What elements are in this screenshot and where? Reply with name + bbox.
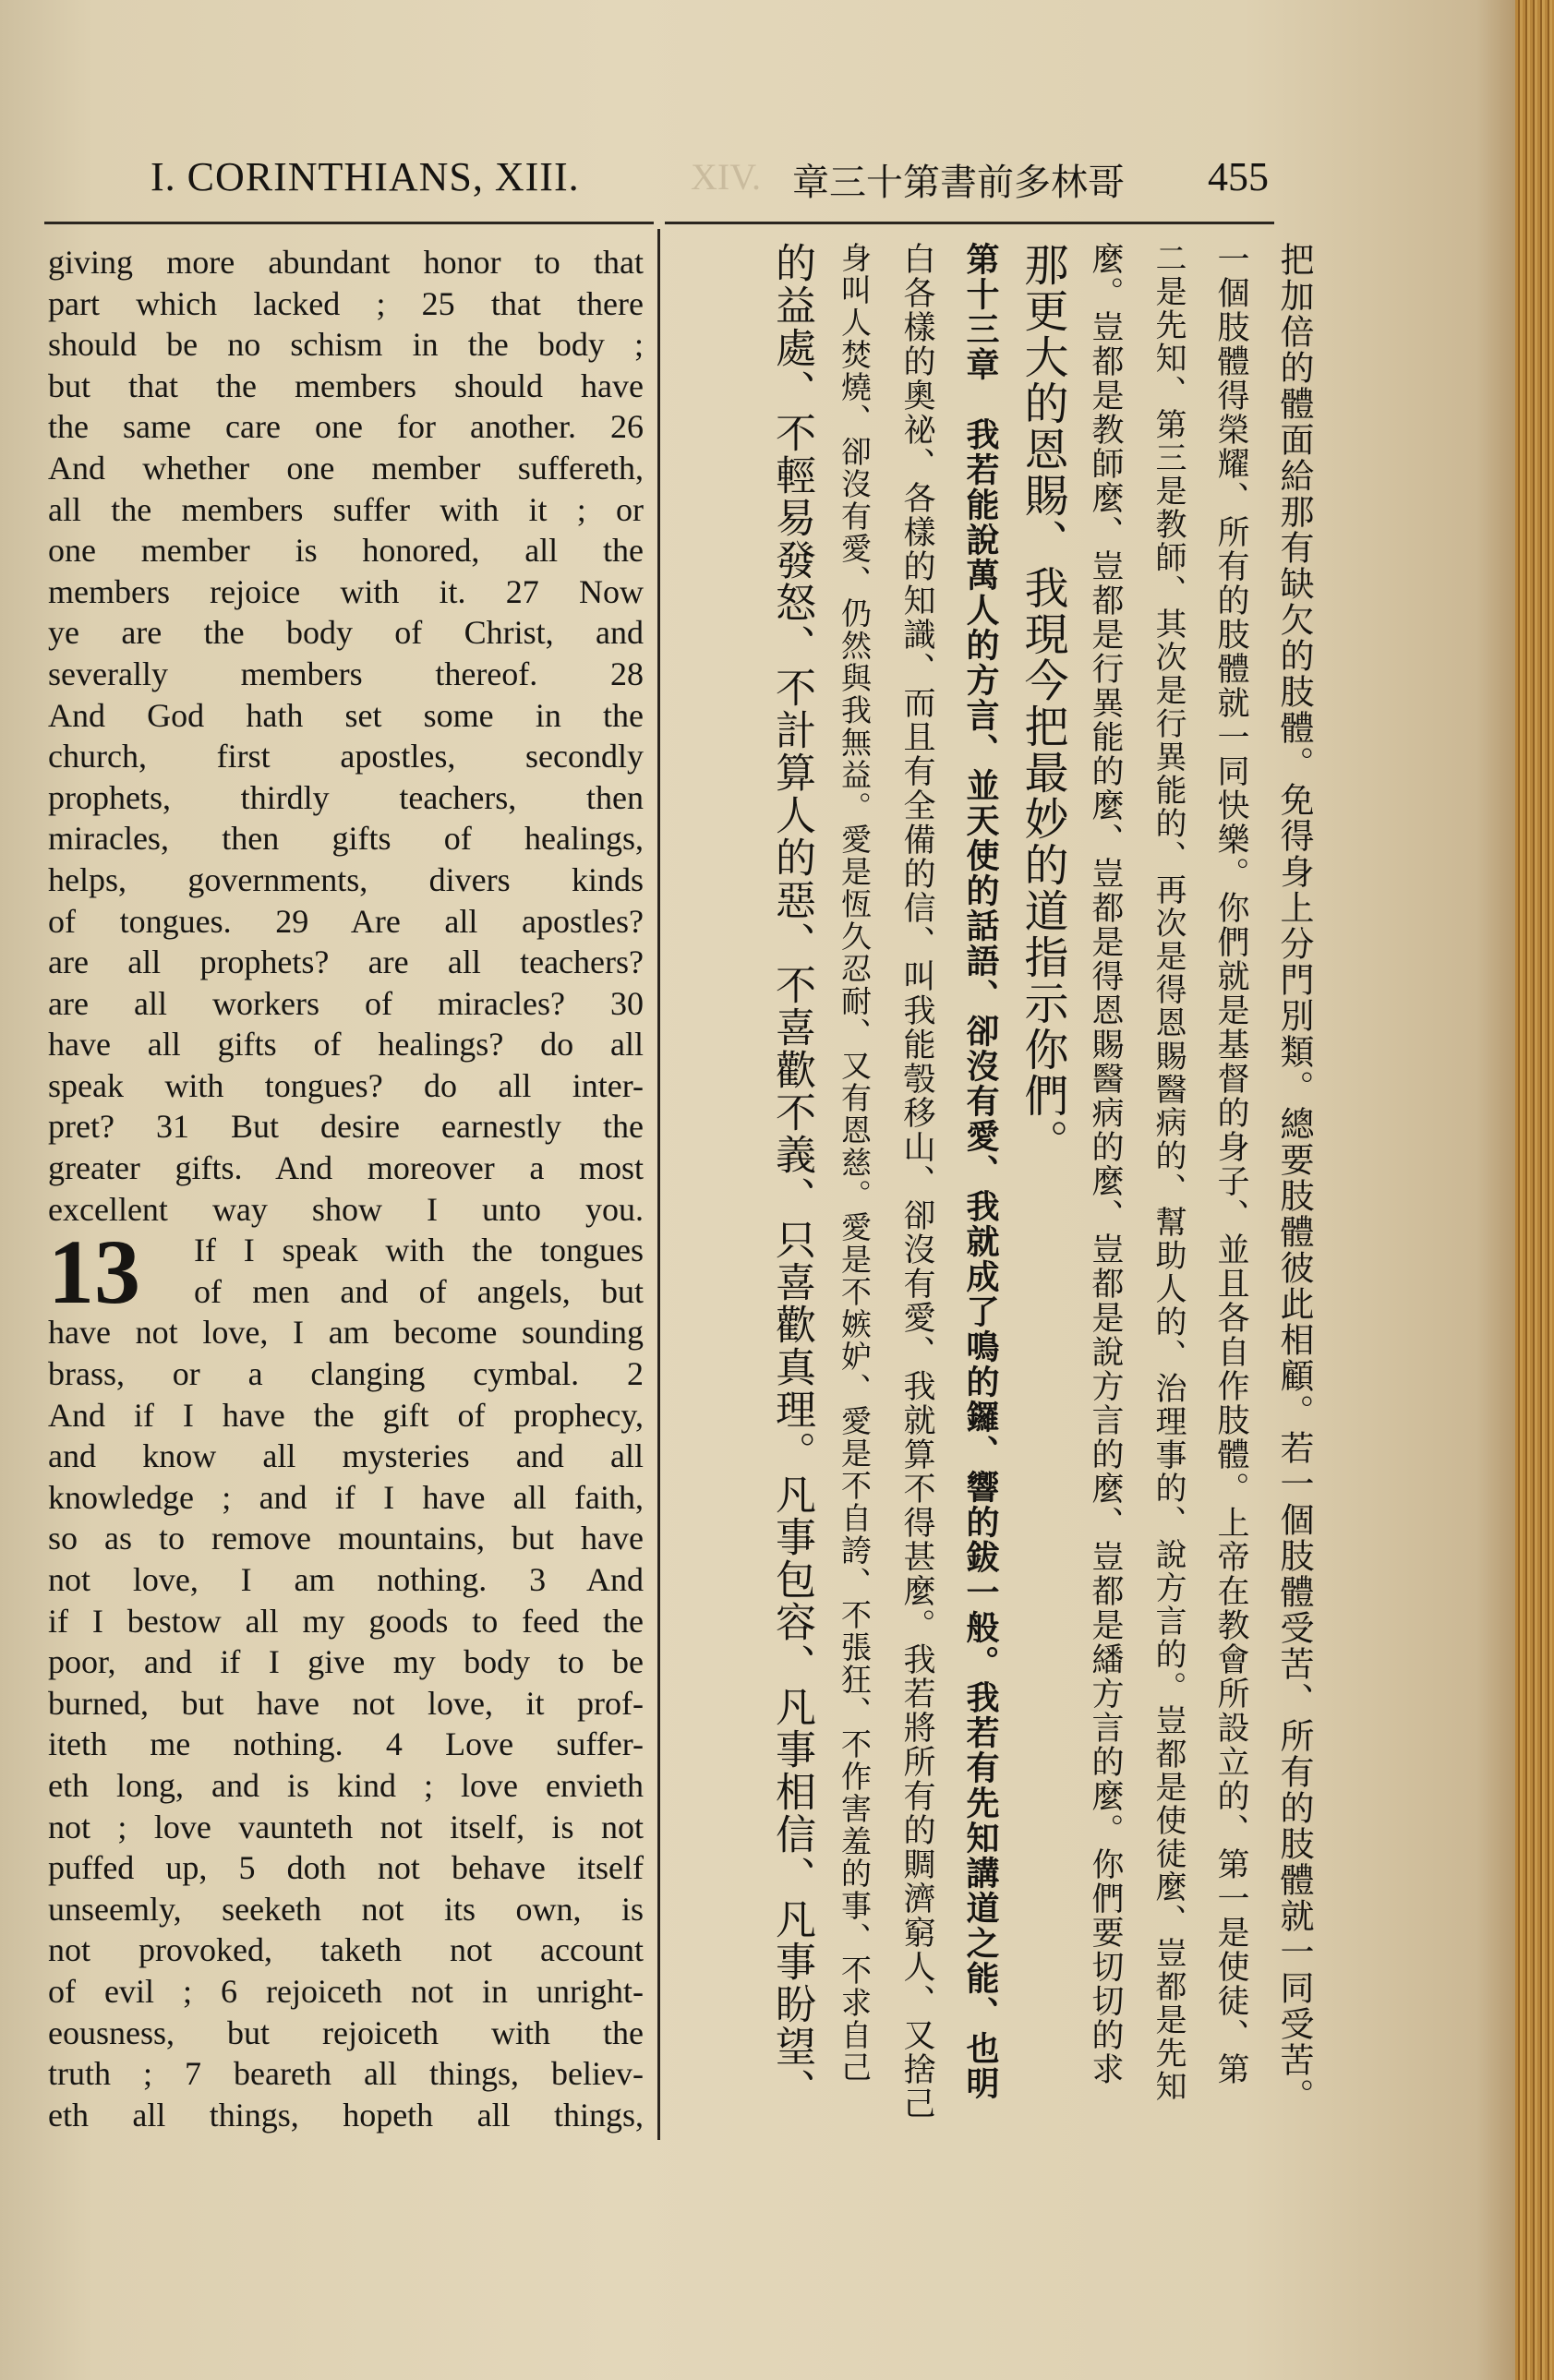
text-line: of evil ; 6 rejoiceth not in unright-: [48, 1972, 644, 2010]
page-header: [44, 148, 1272, 212]
running-head: I. CORINTHIANS, XIII.: [151, 154, 580, 199]
text-line: not provoked, taketh not account: [48, 1931, 644, 1969]
text-line: knowledge ; and if I have all faith,: [48, 1478, 644, 1516]
text-line: ye are the body of Christ, and: [48, 614, 644, 652]
chapter-number: 13: [48, 1220, 140, 1324]
text-line: severally members thereof. 28: [48, 655, 644, 692]
text-line: church, first apostles, secondly: [48, 738, 644, 775]
text-line: And God hath set some in the: [48, 696, 644, 734]
chinese-text-column: 二是先知、第三是教師、其次是行異能的、再次是得恩賜醫病的、幫助人的、治理事的、說方言的。豈都是使徒麼、豈都是先知: [1150, 242, 1187, 2103]
text-line: unseemly, seeketh not its own, is: [48, 1890, 644, 1928]
text-line: eth all things, hopeth all things,: [48, 2096, 644, 2134]
text-line: miracles, then gifts of healings,: [48, 820, 644, 858]
bleed-through-header: XIV.: [691, 156, 761, 198]
chinese-running-title: 章三十第書前多林哥: [792, 162, 1125, 204]
text-line: giving more abundant honor to that: [48, 244, 644, 281]
text-line: so as to remove mountains, but have: [48, 1520, 644, 1557]
text-line: poor, and if I give my body to be: [48, 1643, 644, 1681]
english-column: [48, 242, 644, 2135]
text-line: of men and of angels, but: [194, 1272, 644, 1310]
english-text-after-chapter: [48, 1312, 644, 2135]
chinese-text-column: 白各樣的奧祕、各樣的知識、而且有全備的信、叫我能彀移山、卻沒有愛、我就算不得甚麼。我若將所有的賙濟窮人、又捨己: [898, 242, 935, 2121]
text-line: are all workers of miracles? 30: [48, 984, 644, 1022]
text-line: burned, but have not love, it prof-: [48, 1684, 644, 1722]
text-line: have not love, I am become sounding: [48, 1314, 644, 1352]
text-line: And if I have the gift of prophecy,: [48, 1396, 644, 1434]
text-line: not ; love vaunteth not itself, is not: [48, 1808, 644, 1845]
text-line: one member is honored, all the: [48, 532, 644, 570]
chinese-text-column: 的益處、不輕易發怒、不計算人的惡、不喜歡不義、只喜歡真理。凡事包容、凡事相信、凡事盼望、: [768, 242, 815, 2110]
text-line: not love, I am nothing. 3 And: [48, 1561, 644, 1598]
text-line: eth long, and is kind ; love envieth: [48, 1766, 644, 1804]
text-line: prophets, thirdly teachers, then: [48, 778, 644, 816]
chinese-text-column: 那更大的恩賜、我現今把最妙的道指示你們。: [1017, 242, 1068, 1165]
text-line: and know all mysteries and all: [48, 1437, 644, 1475]
text-line: if I bestow all my goods to feed the: [48, 1602, 644, 1640]
text-line: excellent way show I unto you.: [48, 1190, 644, 1228]
chinese-text-column: 第十三章 我若能說萬人的方言、並天使的話語、卻沒有愛、我就成了鳴的鑼、響的鈸一般。我若有先知講道之能、也明: [961, 242, 999, 2101]
text-line: of tongues. 29 Are all apostles?: [48, 902, 644, 940]
chinese-text-column: 麼。豈都是教師麼、豈都是行異能的麼、豈都是得恩賜醫病的麼、豈都是說方言的麼、豈都是繙方言的麼。你們要切切的求: [1087, 242, 1124, 2086]
chinese-text-column: 身叫人焚燒、卻沒有愛、仍然與我無益。愛是恆久忍耐、又有恩慈。愛是不嫉妒、愛是不自誇、不張狂、不作害羞的事、不求自己: [837, 242, 873, 2084]
page-edge: [1515, 0, 1554, 2380]
text-line: iteth me nothing. 4 Love suffer-: [48, 1725, 644, 1763]
text-line: speak with tongues? do all inter-: [48, 1066, 644, 1104]
chinese-text-column: 把加倍的體面給那有缺欠的肢體。免得身上分門別類。總要肢體彼此相顧。若一個肢體受苦、所有的肢體就一同受苦。: [1274, 242, 1314, 2114]
text-line: members rejoice with it. 27 Now: [48, 572, 644, 610]
text-line: the same care one for another. 26: [48, 408, 644, 446]
chinese-column: [672, 242, 1319, 2134]
text-line: brass, or a clanging cymbal. 2: [48, 1355, 644, 1393]
text-line: And whether one member suffereth,: [48, 449, 644, 487]
chapter-start: [48, 1220, 644, 1324]
header-rule-left: [44, 222, 654, 224]
page-number: 455: [1208, 154, 1269, 199]
text-line: but that the members should have: [48, 367, 644, 404]
text-line: pret? 31 But desire earnestly the: [48, 1108, 644, 1146]
text-line: greater gifts. And moreover a most: [48, 1149, 644, 1187]
text-line: If I speak with the tongues: [194, 1232, 644, 1269]
text-line: part which lacked ; 25 that there: [48, 284, 644, 322]
header-rule-right: [665, 222, 1274, 224]
text-line: are all prophets? are all teachers?: [48, 944, 644, 981]
text-line: all the members suffer with it ; or: [48, 490, 644, 528]
chinese-text-column: 一個肢體得榮耀、所有的肢體就一同快樂。你們就是基督的身子、並且各自作肢體。上帝在教會所設立的、第一是使徒、第: [1212, 242, 1249, 2086]
text-line: helps, governments, divers kinds: [48, 860, 644, 898]
column-divider: [657, 229, 660, 2140]
text-line: have all gifts of healings? do all: [48, 1026, 644, 1064]
english-text-before-chapter: [48, 242, 644, 1230]
text-line: should be no schism in the body ;: [48, 326, 644, 364]
text-line: truth ; 7 beareth all things, believ-: [48, 2055, 644, 2093]
text-line: puffed up, 5 doth not behave itself: [48, 1849, 644, 1887]
text-line: eousness, but rejoiceth with the: [48, 2013, 644, 2051]
